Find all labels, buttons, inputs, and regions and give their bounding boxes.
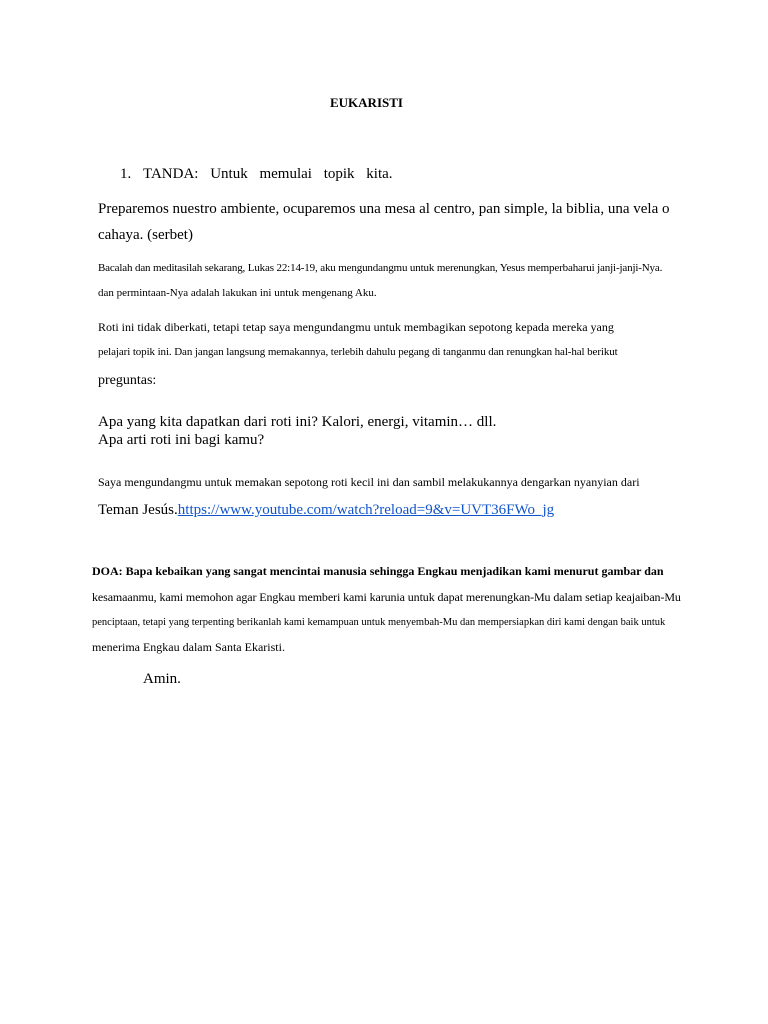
reading-line-1: Bacalah dan meditasilah sekarang, Lukas 22:14-19, aku mengundangmu untuk merenungkan, Yesus memperbaharui janji-janji-Nya.	[98, 262, 663, 274]
prayer-line-1: Bapa kebaikan yang sangat mencintai manusia sehingga Engkau menjadikan kami menurut gambar dan	[125, 564, 664, 578]
questions-label: preguntas:	[98, 373, 157, 388]
youtube-link[interactable]: https://www.youtube.com/watch?reload=9&v=UVT36FWo_jg	[177, 502, 555, 518]
list-item-text: TANDA: Untuk memulai topik kita.	[143, 166, 393, 182]
intro-line-1: Preparemos nuestro ambiente, ocuparemos una mesa al centro, pan simple, la biblia, una vela o	[98, 201, 670, 217]
intro-line-2: cahaya. (serbet)	[98, 227, 193, 243]
song-prefix: Teman Jesús.	[98, 502, 178, 518]
question-2: Apa arti roti ini bagi kamu?	[98, 432, 265, 448]
bread-line-1: Roti ini tidak diberkati, tetapi tetap saya mengundangmu untuk membagikan sepotong kepada mereka yang	[98, 320, 614, 334]
song-line	[98, 502, 554, 519]
prayer-line-1-wrap	[92, 565, 664, 579]
prayer-line-4: menerima Engkau dalam Santa Ekaristi.	[92, 640, 285, 654]
prayer-line-3: penciptaan, tetapi yang terpenting berikanlah kami kemampuan untuk menyembah-Mu dan mempersiapkan diri kami dengan baik untuk	[92, 617, 666, 628]
document-title: EUKARISTI	[330, 95, 403, 110]
eat-line: Saya mengundangmu untuk memakan sepotong roti kecil ini dan sambil melakukannya dengarkan nyanyian dari	[98, 475, 640, 489]
question-1: Apa yang kita dapatkan dari roti ini? Kalori, energi, vitamin… dll.	[98, 414, 497, 430]
list-number: 1.	[120, 166, 132, 182]
prayer-label: DOA:	[92, 564, 123, 578]
bread-line-2: pelajari topik ini. Dan jangan langsung memakannya, terlebih dahulu pegang di tanganmu dan renungkan hal-hal berikut	[98, 346, 618, 358]
reading-line-2: dan permintaan-Nya adalah lakukan ini untuk mengenang Aku.	[98, 287, 377, 299]
amen: Amin.	[143, 671, 181, 687]
prayer-line-2: kesamaanmu, kami memohon agar Engkau memberi kami karunia untuk dapat merenungkan-Mu dalam setiap keajaiban-Mu	[92, 590, 681, 604]
